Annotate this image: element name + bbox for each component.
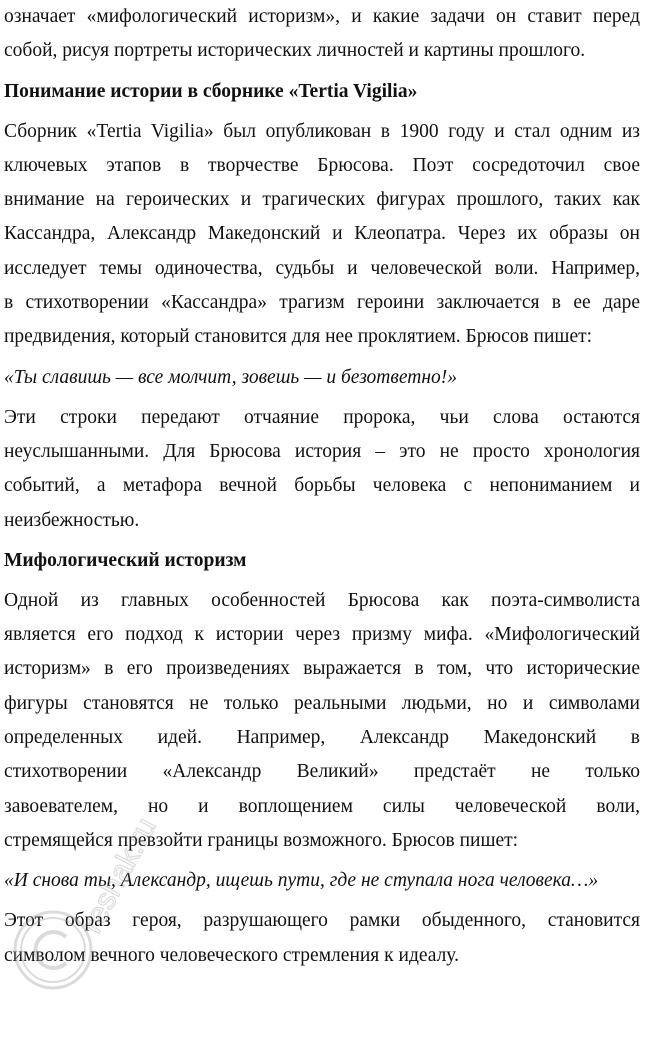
text-line: собой, рисуя портреты исторических личностей и картины прошлого. — [4, 40, 586, 62]
text-line: означает «мифологический историзм», и какие задачи он ставит перед — [4, 6, 640, 27]
paragraph-mythological-historism — [4, 584, 640, 858]
text-line: завоевателем, но и воплощением силы человеческой воли, — [4, 795, 640, 817]
text-line: символом вечного человеческого стремления к идеалу. — [4, 944, 459, 966]
text-line: Сборник «Tertia Vigilia» был опубликован в 1900 году и стал одним из — [4, 120, 640, 142]
text-line: исследует темы одиночества, судьбы и человеческой воли. Например, — [4, 257, 640, 279]
text-line: неизбежностью. — [4, 509, 140, 531]
paragraph-prophet — [4, 401, 640, 538]
text-line: Кассандра, Александр Македонский и Клеопатра. Через их образы он — [4, 223, 640, 245]
intro-paragraph — [4, 0, 640, 69]
text-line: стихотворении «Александр Великий» предстаёт не только — [4, 761, 640, 783]
text-line: Этот образ героя, разрушающего рамки обыденного, становится — [4, 910, 640, 932]
section-heading-tertia-vigilia: Понимание истории в сборнике «Tertia Vigilia» — [4, 80, 418, 102]
text-line: внимание на героических и трагических фигурах прошлого, таких как — [4, 189, 640, 211]
section-heading-mythological-historism: Мифологический историзм — [4, 549, 247, 571]
text-line: предвидения, который становится для нее проклятием. Брюсов пишет: — [4, 326, 593, 348]
text-line: неуслышанными. Для Брюсова история – это не просто хронология — [4, 440, 640, 462]
text-line: Одной из главных особенностей Брюсова как поэта-символиста — [4, 589, 640, 611]
text-line: определенных идей. Например, Александр Македонский в — [4, 727, 640, 749]
svg-text:reshak.ru: reshak.ru — [75, 812, 163, 939]
text-line: в стихотворении «Кассандра» трагизм героини заключается в ее даре — [4, 292, 640, 314]
paragraph-hero-image — [4, 904, 640, 973]
text-line: историзм» в его произведениях выражается в том, что исторические — [4, 658, 640, 680]
paragraph-tertia-vigilia — [4, 115, 640, 355]
text-line: событий, а метафора вечной борьбы человека с непониманием и — [4, 475, 640, 497]
text-line: Эти строки передают отчаяние пророка, чьи слова остаются — [4, 406, 640, 428]
text-line: фигуры становятся не только реальными людьми, но и символами — [4, 692, 640, 714]
text-line: является его подход к истории через призму мифа. «Мифологический — [4, 624, 640, 646]
document — [4, 0, 640, 979]
text-line: ключевых этапов в творчестве Брюсова. Поэт сосредоточил свое — [4, 154, 640, 176]
text-line: стремящейся превзойти границы возможного. Брюсов пишет: — [4, 829, 519, 851]
quote-alexander: «И снова ты, Александр, ищешь пути, где не ступала нога человека…» — [4, 870, 599, 892]
quote-cassandra: «Ты славишь — все молчит, зовешь — и безответно!» — [4, 366, 458, 388]
